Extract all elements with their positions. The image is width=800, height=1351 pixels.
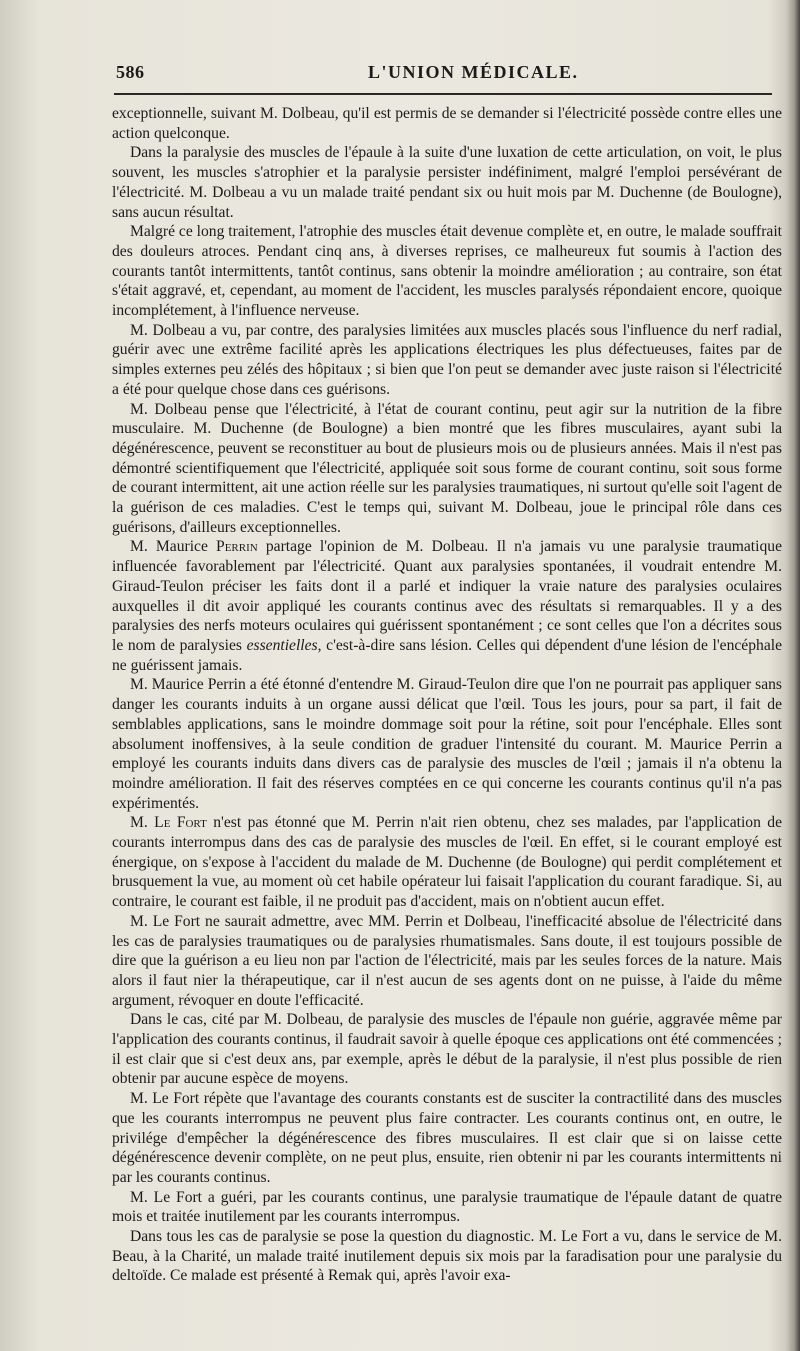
paragraph: Dans tous les cas de paralysie se pose la question du diagnostic. M. Le Fort a vu, dans le service de M. Beau, à la Charité, un malade traité inutilement depuis six mois par la faradisation pour une paralysie du deltoïde. Ce malade est présenté à Remak qui, après l'avoir exa- bbox=[112, 1228, 782, 1285]
paragraph: Dans le cas, cité par M. Dolbeau, de paralysie des muscles de l'épaule non guérie, aggravée même par l'application des courants continus, il faudrait savoir à quelle époque ces applications ont été commencées ; il est clair que si c'est deux ans, par exemple, après le début de la paralysie, il n'est plus possible de rien obtenir par aucune espèce de moyens. bbox=[112, 1011, 782, 1088]
paragraph: exceptionnelle, suivant M. Dolbeau, qu'il est permis de se demander si l'électricité possède contre elles une action quelconque. bbox=[112, 105, 782, 142]
paragraph: M. Dolbeau pense que l'électricité, à l'état de courant continu, peut agir sur la nutrition de la fibre musculaire. M. Duchenne (de Boulogne) a bien montré que les fibres musculaires, ayant subi la dégénérescence, peuvent se reconstituer au bout de plusieurs mois ou de plusieurs années. Mais il n'est pas démontré scientifiquement que l'électricité, appliquée soit sous forme de courant continu, soit sous forme de courant intermittent, ait une action réelle sur les paralysies traumatiques, ni surtout qu'elle soit l'agent de la guérison de ces maladies. C'est le temps qui, suivant M. Dolbeau, joue le principal rôle dans ces guérisons, d'ailleurs exceptionnelles. bbox=[112, 400, 782, 536]
italic-term: essentielles bbox=[246, 636, 318, 654]
paragraph: M. Le Fort a guéri, par les courants continus, une paralysie traumatique de l'épaule datant de quatre mois et traitée inutilement par les courants interrompus. bbox=[112, 1188, 782, 1226]
page-header bbox=[108, 58, 768, 88]
paragraph: Malgré ce long traitement, l'atrophie des muscles était devenue complète et, en outre, le malade souffrait des douleurs atroces. Pendant cinq ans, à diverses reprises, ce malheureux fut soumis à l'action des courants tantôt intermittents, tantôt continus, sans obtenir la moindre amélioration ; au contraire, son état s'était aggravé, et, cependant, au moment de l'accident, les muscles paralysés répondaient encore, quoique incomplétement, à l'influence nerveuse. bbox=[112, 223, 783, 320]
speaker-name: Perrin bbox=[216, 538, 258, 556]
speaker-name: Le Fort bbox=[154, 814, 207, 832]
paragraph: M. Maurice Perrin partage l'opinion de M. Dolbeau. Il n'a jamais vu une paralysie traumatique influencée favorablement par l'électricité. Quant aux paralysies spontanées, il voudrait entendre M. Giraud-Teulon préciser les faits dont il a parlé et indiquer la vraie nature des paralysies oculaires auxquelles il dit avoir appliqué les courants continus avec des résultats si remarquables. Il y a des paralysies des nerfs moteurs oculaires qui guérissent spontanément ; ce sont celles que l'on a décrites sous le nom de paralysies essentielles, c'est-à-dire sans lésion. Celles qui dépendent d'une lésion de l'encéphale ne guérissent jamais. bbox=[112, 538, 782, 674]
header-rule bbox=[114, 93, 772, 95]
paragraph: M. Le Fort ne saurait admettre, avec MM. Perrin et Dolbeau, l'inefficacité absolue de l'électricité dans les cas de paralysies traumatiques ou de paralysies rhumatismales. Sans doute, il est toujours possible de dire que la guérison a eu lieu non par l'action de l'électricité, mais par les seules forces de la nature. Mais alors il faut nier la thérapeutique, car il n'est aucun de ses agents dont on ne puisse, à l'aide du même argument, révoquer en doute l'efficacité. bbox=[112, 912, 782, 1009]
paragraph: Dans la paralysie des muscles de l'épaule à la suite d'une luxation de cette articulation, on voit, le plus souvent, les muscles s'atrophier et la paralysie persister indéfiniment, malgré l'emploi persévérant de l'électricité. M. Dolbeau a vu un malade traité pendant six ou huit mois par M. Duchenne (de Boulogne), sans aucun résultat. bbox=[112, 144, 782, 221]
article-body bbox=[112, 104, 782, 1286]
running-title: L'UNION MÉDICALE. bbox=[368, 62, 579, 82]
paragraph: M. Dolbeau a vu, par contre, des paralysies limitées aux muscles placés sous l'influence du nerf radial, guérir avec une extrême facilité après les applications électriques les plus défectueuses, faites par de simples externes peu zélés des hôpitaux ; si bien que l'on peut se demander avec juste raison si l'électricité a été pour quelque chose dans ces guérisons. bbox=[112, 321, 782, 398]
page-number: 586 bbox=[116, 62, 145, 82]
paragraph: M. Maurice Perrin a été étonné d'entendre M. Giraud-Teulon dire que l'on ne pourrait pas appliquer sans danger les courants induits à un organe aussi délicat que l'œil. Tous les jours, pour sa part, il fait de semblables applications, sans le moindre dommage soit pour la rétine, soit pour l'encéphale. Elles sont absolument inoffensives, à la seule condition de graduer l'intensité du courant. M. Maurice Perrin a employé les courants induits dans divers cas de paralysie des muscles de l'œil ; jamais il n'a obtenu la moindre amélioration. Il fait des réserves comptées en ce qui concerne les courants continus qu'il n'a pas expérimentés. bbox=[112, 676, 782, 812]
paragraph: M. Le Fort répète que l'avantage des courants constants est de susciter la contractilité dans des muscles que les courants interrompus ne peuvent plus faire contracter. Les courants continus ont, en outre, le privilége d'empêcher la dégénérescence des fibres musculaires. Il est clair que si on laisse cette dégénérescence devenir complète, on ne peut plus, ensuite, rien obtenir ni par les courants intermittents ni par les courants continus. bbox=[112, 1090, 782, 1186]
paragraph: M. Le Fort n'est pas étonné que M. Perrin n'ait rien obtenu, chez ses malades, par l'application de courants interrompus dans des cas de paralysie des muscles de l'œil. En effet, si le courant employé est énergique, on s'expose à l'accident du malade de M. Duchenne (de Boulogne) qui perdit complétement et brusquement la vue, au moment où cet habile opérateur lui faisait l'application du courant faradique. Si, au contraire, le courant est faible, il ne produit pas d'accident, mais on n'obtient aucun effet. bbox=[112, 814, 782, 911]
page-edge-shadow bbox=[786, 0, 800, 1351]
